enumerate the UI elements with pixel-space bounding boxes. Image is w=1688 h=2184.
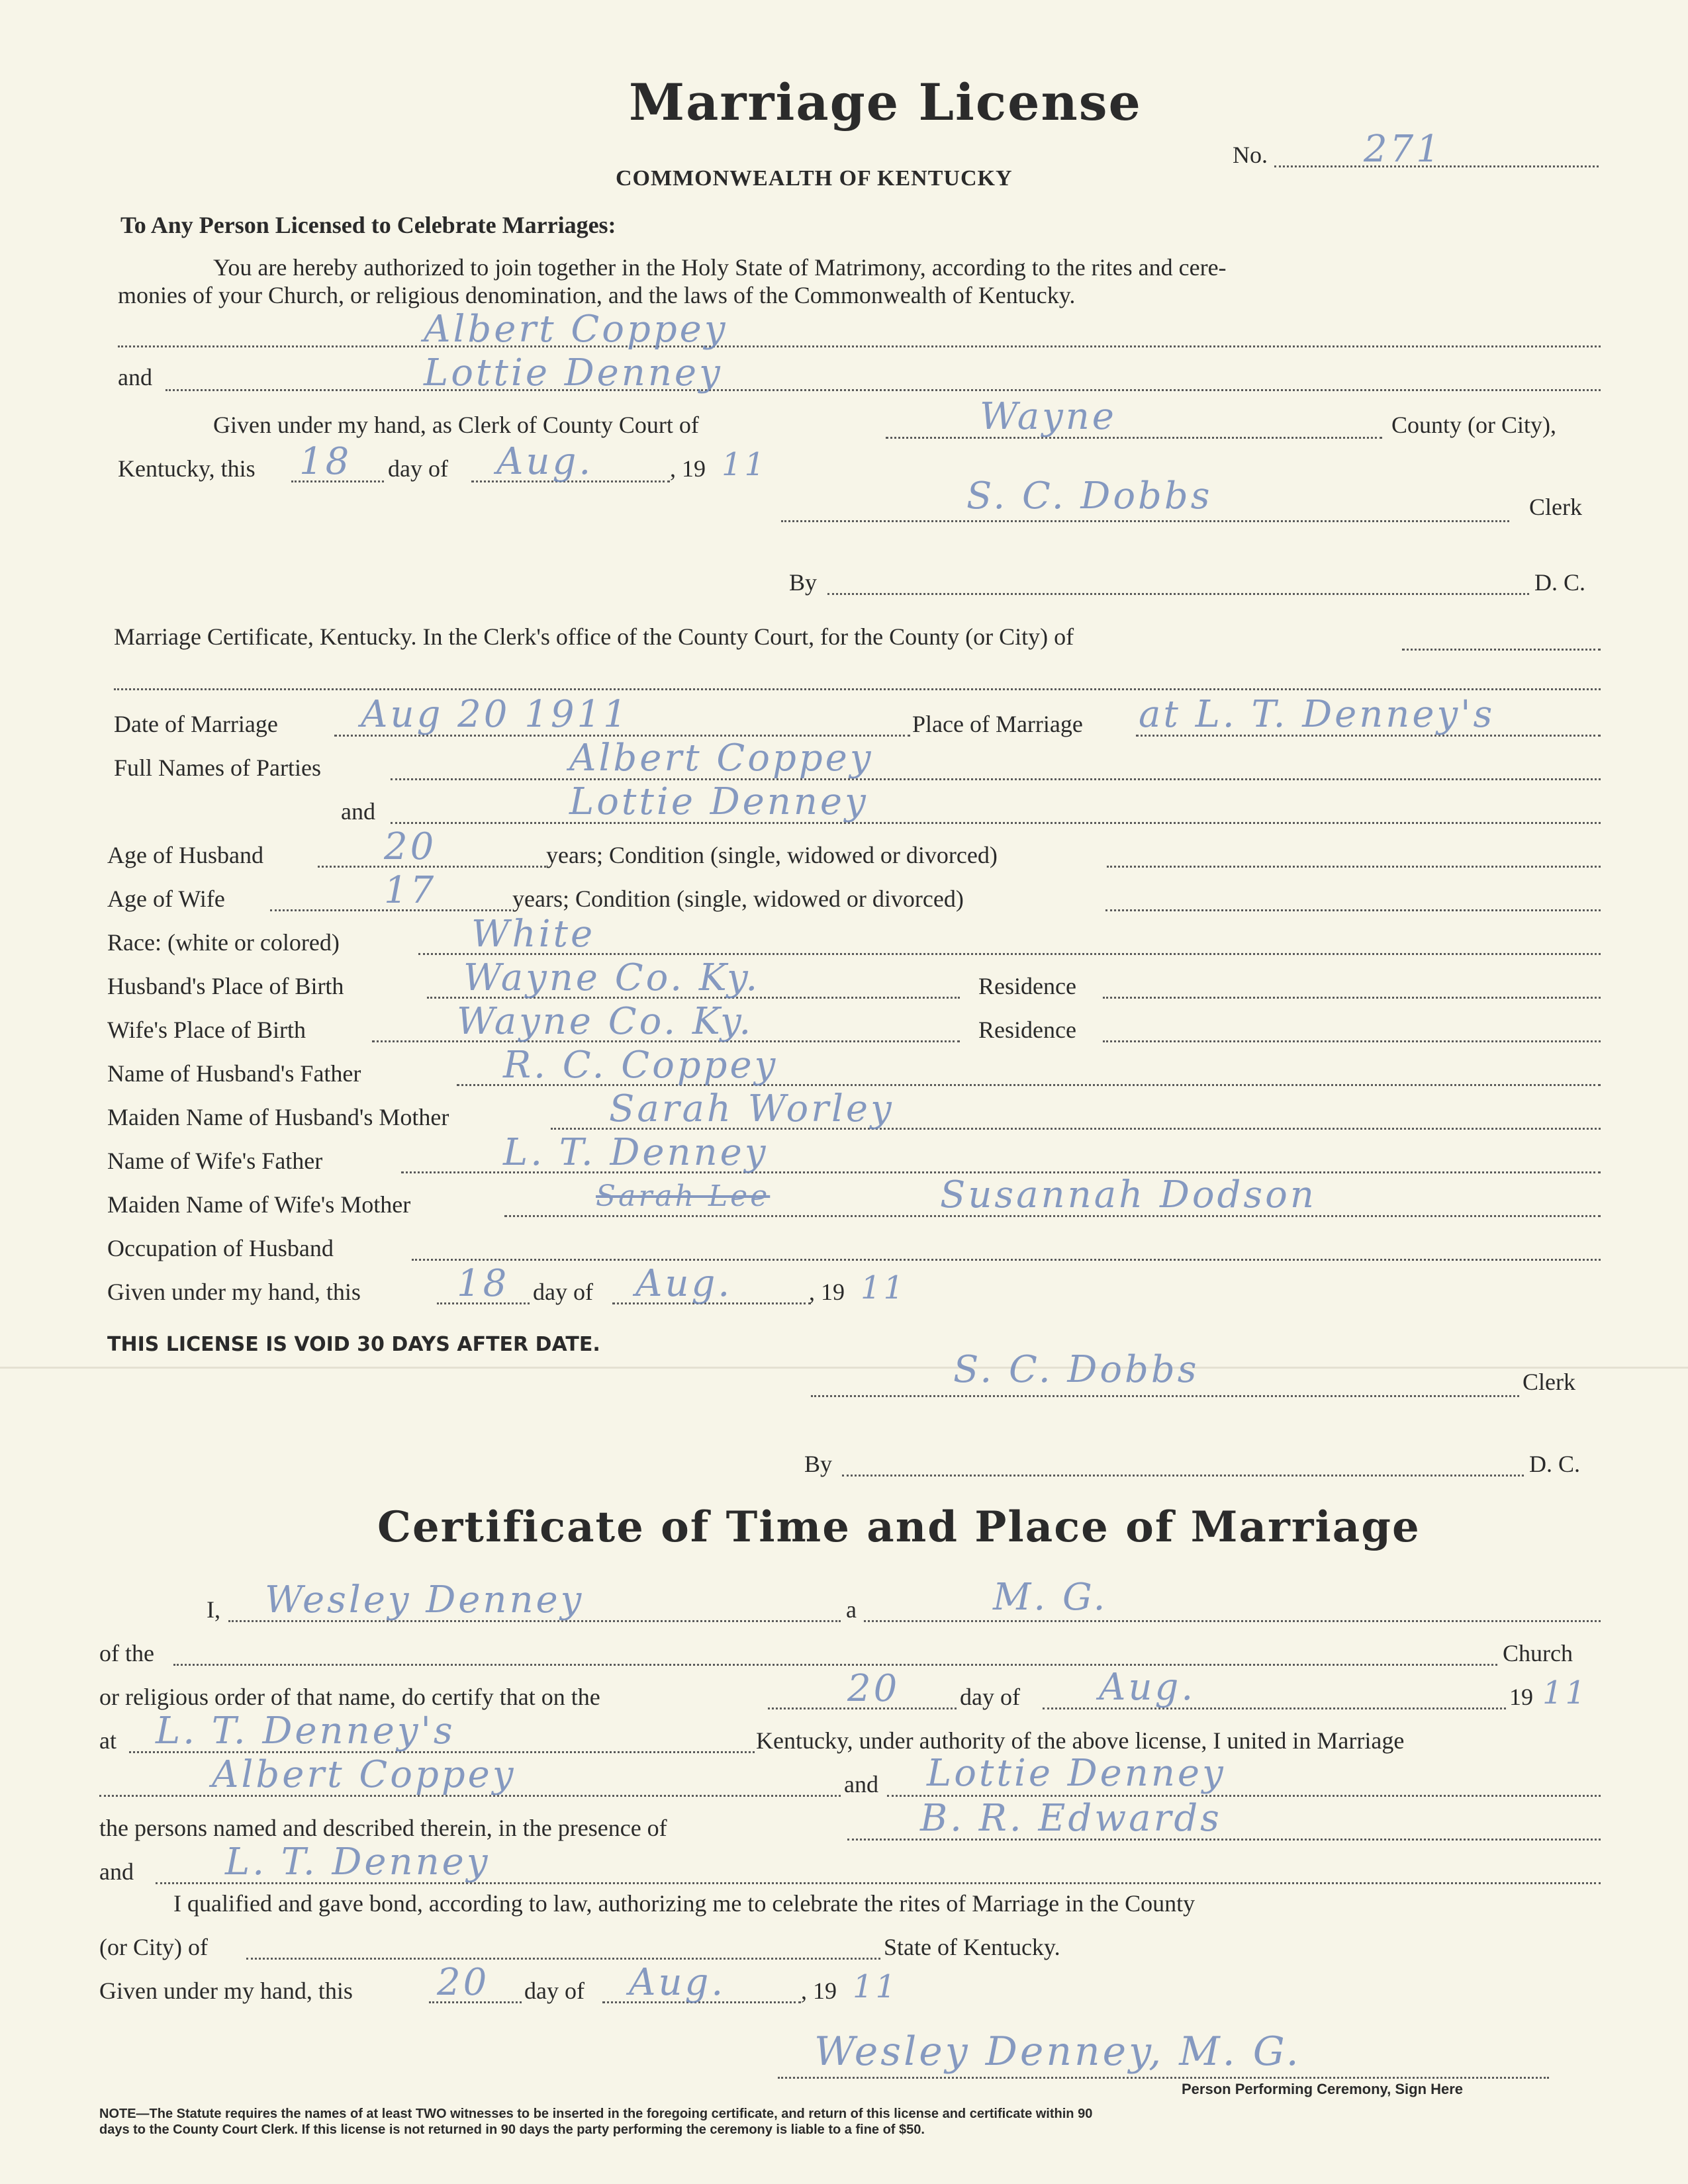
officiant-title-line [864, 1620, 1601, 1622]
ceremony-given-year: 11 [853, 1968, 899, 2005]
church-line [173, 1664, 1497, 1666]
cert-day: 18 [457, 1262, 510, 1305]
age-husband: 20 [384, 825, 437, 868]
ceremony-year-prefix: 19 [1509, 1684, 1533, 1710]
document-title: Marriage License [629, 73, 1142, 132]
clerk-label: Clerk [1529, 494, 1582, 520]
cert-by-label: By [804, 1451, 833, 1477]
ceremony-day-of-label: day of [960, 1684, 1020, 1710]
age-wife: 17 [384, 869, 437, 912]
of-the-label: of the [99, 1640, 154, 1666]
clerk-signature: S. C. Dobbs [966, 475, 1213, 518]
wife-mother-label: Maiden Name of Wife's Mother [107, 1191, 411, 1218]
church-label: Church [1503, 1640, 1573, 1666]
certificate-blank-line [114, 688, 1601, 690]
wife-condition-line [1105, 909, 1601, 911]
wife-father: L. T. Denney [503, 1131, 769, 1174]
wife-mother-struck-entry: Sarah Lee [596, 1179, 771, 1213]
bride-name: Lottie Denney [424, 351, 723, 394]
husband-mother-label: Maiden Name of Husband's Mother [107, 1104, 449, 1130]
ceremony-groom: Albert Coppey [212, 1753, 516, 1796]
statute-note-line-2: days to the County Court Clerk. If this license is not returned in 90 days the party performing the ceremony is liable to a fine of $50. [99, 2122, 925, 2137]
certificate-intro: Marriage Certificate, Kentucky. In the Clerk's office of the County Court, for the County (or City) of [114, 623, 1074, 650]
date-of-marriage-label: Date of Marriage [114, 711, 278, 737]
salutation: To Any Person Licensed to Celebrate Marriages: [120, 212, 616, 238]
cert-clerk-signature-line [811, 1395, 1519, 1397]
groom-line [118, 345, 1601, 347]
husband-residence-label: Residence [978, 973, 1076, 999]
ceremony-title: Certificate of Time and Place of Marriage [377, 1502, 1421, 1552]
by-label: By [789, 569, 818, 596]
race-line [418, 953, 1601, 955]
ceremony-given-year-prefix: , 19 [801, 1978, 837, 2004]
age-husband-label: Age of Husband [107, 842, 263, 868]
wife-residence-label: Residence [978, 1017, 1076, 1043]
officiant-signature-label: Person Performing Ceremony, Sign Here [1182, 2081, 1464, 2097]
husband-birth-label: Husband's Place of Birth [107, 973, 344, 999]
authority-label: Kentucky, under authority of the above license, I united in Marriage [756, 1727, 1405, 1754]
ceremony-month: Aug. [1099, 1666, 1196, 1709]
bond-county-line [246, 1958, 880, 1960]
witness-1: B. R. Edwards [920, 1797, 1222, 1840]
authorization-line-2: monies of your Church, or religious denomination, and the laws of the Commonwealth of Kentucky. [118, 282, 1076, 308]
license-number-label: No. [1233, 142, 1268, 168]
husband-residence-line [1103, 997, 1601, 999]
ceremony-i-label: I, [207, 1596, 220, 1623]
document-subtitle: COMMONWEALTH OF KENTUCKY [616, 166, 1013, 191]
place-of-marriage: at L. T. Denney's [1139, 693, 1495, 736]
county-line [886, 437, 1382, 439]
ceremony-given-label: Given under my hand, this [99, 1978, 353, 2004]
ceremony-bride: Lottie Denney [927, 1752, 1226, 1795]
license-number: 271 [1364, 128, 1442, 171]
race-value: White [471, 913, 596, 956]
wife-residence-line [1103, 1040, 1601, 1042]
husband-father: R. C. Coppey [503, 1044, 778, 1087]
ceremony-given-day: 20 [437, 1961, 490, 2004]
deputy-clerk-line [827, 593, 1529, 595]
place-of-marriage-label: Place of Marriage [912, 711, 1083, 737]
party-1-name: Albert Coppey [569, 737, 874, 780]
bond-state-label: State of Kentucky. [884, 1934, 1060, 1960]
husband-birthplace: Wayne Co. Ky. [463, 956, 761, 999]
year-prefix: , 19 [670, 455, 706, 482]
parties-and-label: and [341, 798, 375, 825]
cert-clerk-label: Clerk [1523, 1369, 1575, 1395]
given-under-hand-label: Given under my hand, as Clerk of County Court of [213, 412, 699, 438]
cert-year-prefix: , 19 [809, 1279, 845, 1305]
license-month: Aug. [496, 440, 594, 483]
cert-day-of-label: day of [533, 1279, 593, 1305]
cert-year: 11 [861, 1269, 907, 1306]
full-names-label: Full Names of Parties [114, 754, 321, 781]
county-suffix: County (or City), [1391, 412, 1556, 438]
ceremony-given-day-of-label: day of [524, 1978, 585, 2004]
occupation-label: Occupation of Husband [107, 1235, 334, 1261]
statute-note-line-1: NOTE—The Statute requires the names of at least TWO witnesses to be inserted in the foregoing certificate, and return of this license and certificate within 90 [99, 2107, 1093, 2121]
officiant-name: Wesley Denney [265, 1578, 585, 1621]
dc-label: D. C. [1534, 569, 1586, 596]
bride-line [165, 389, 1601, 391]
husband-condition-line [1107, 866, 1601, 868]
certificate-county-line [1402, 649, 1601, 651]
ceremony-at-label: at [99, 1727, 117, 1754]
authorization-line-1: You are hereby authorized to join together in the Holy State of Matrimony, according to the rites and cere- [213, 254, 1227, 281]
wife-birth-label: Wife's Place of Birth [107, 1017, 306, 1043]
witness-and-label: and [99, 1858, 134, 1885]
race-label: Race: (white or colored) [107, 929, 340, 956]
officiant-signature-line [778, 2077, 1549, 2079]
clerk-signature-line [781, 520, 1509, 522]
party-2-name: Lottie Denney [569, 780, 868, 823]
license-year: 11 [722, 446, 768, 483]
cert-dc-label: D. C. [1529, 1451, 1581, 1477]
wife-mother: Susannah Dodson [940, 1173, 1317, 1216]
ceremony-given-month: Aug. [629, 1961, 726, 2004]
bond-line-2-label: (or City) of [99, 1934, 208, 1960]
husband-mother: Sarah Worley [609, 1087, 894, 1130]
ceremony-day: 20 [847, 1667, 900, 1710]
day-of-label: day of [388, 455, 448, 482]
officiant-signature: Wesley Denney, M. G. [814, 2028, 1301, 2075]
age-wife-label: Age of Wife [107, 886, 225, 912]
county-name: Wayne [980, 395, 1117, 438]
age-husband-condition-label: years; Condition (single, widowed or divorced) [546, 842, 998, 868]
ceremony-a-label: a [846, 1596, 857, 1623]
certify-label: or religious order of that name, do certify that on the [99, 1684, 600, 1710]
license-day: 18 [299, 440, 352, 483]
cert-clerk-signature: S. C. Dobbs [953, 1348, 1199, 1391]
cert-month: Aug. [635, 1262, 733, 1305]
void-notice: THIS LICENSE IS VOID 30 DAYS AFTER DATE. [107, 1333, 600, 1356]
ceremony-and-label: and [844, 1771, 878, 1797]
bond-line-1: I qualified and gave bond, according to law, authorizing me to celebrate the rites of Marriage in the County [173, 1890, 1196, 1917]
officiant-title: M. G. [993, 1576, 1108, 1619]
age-wife-condition-label: years; Condition (single, widowed or divorced) [512, 886, 964, 912]
paper-fold-line [0, 1367, 1688, 1369]
cert-given-label: Given under my hand, this [107, 1279, 361, 1305]
kentucky-this-label: Kentucky, this [118, 455, 256, 482]
cert-deputy-line [842, 1475, 1524, 1477]
date-of-marriage: Aug 20 1911 [361, 693, 630, 736]
ceremony-year: 11 [1542, 1674, 1589, 1711]
groom-name: Albert Coppey [424, 308, 728, 351]
witness-2: L. T. Denney [225, 1841, 491, 1884]
and-label: and [118, 364, 152, 390]
presence-label: the persons named and described therein, in the presence of [99, 1815, 667, 1841]
occupation-line [412, 1259, 1601, 1261]
wife-birthplace: Wayne Co. Ky. [457, 1000, 754, 1043]
wife-father-label: Name of Wife's Father [107, 1148, 323, 1174]
ceremony-place: L. T. Denney's [156, 1709, 455, 1752]
husband-father-label: Name of Husband's Father [107, 1060, 361, 1087]
